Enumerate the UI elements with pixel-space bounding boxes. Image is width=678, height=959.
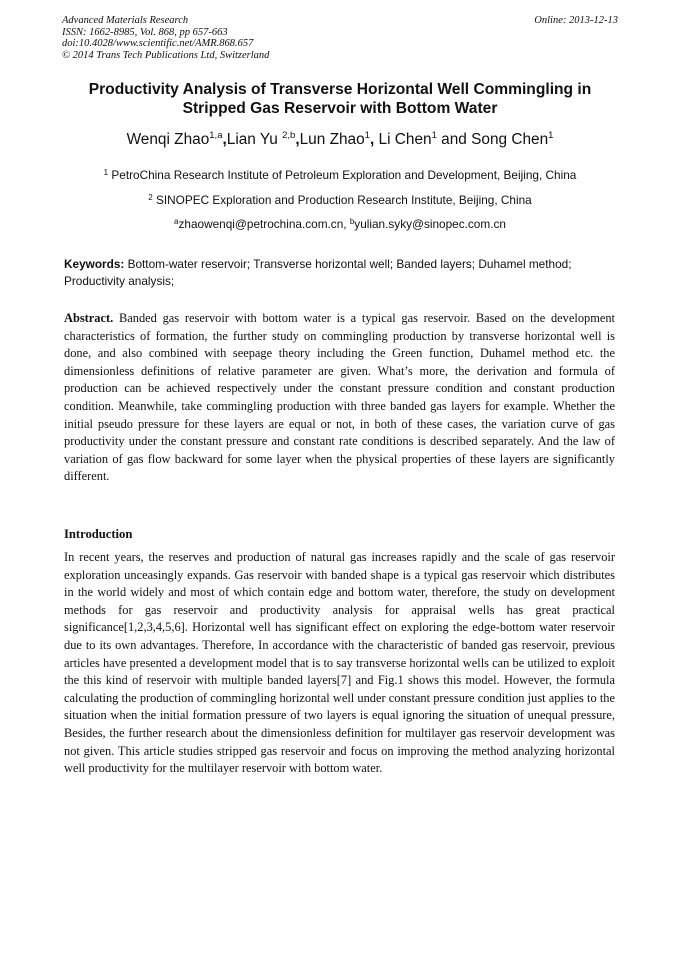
affil-1-sup: 1 [103, 168, 109, 177]
author-name: Li Chen [378, 131, 432, 148]
author-separator: , [222, 131, 227, 148]
keywords-label: Keywords: [64, 257, 125, 271]
author-affil-sup: 1 [548, 130, 554, 141]
title-line-1: Productivity Analysis of Transverse Horizontal Well Commingling in [88, 81, 592, 98]
abstract-section [64, 310, 615, 486]
author-name: Song Chen [471, 131, 549, 148]
author-list [62, 130, 618, 150]
copyright-line: © 2014 Trans Tech Publications Ltd, Switzerland [62, 49, 270, 61]
author-name: Wenqi Zhao [126, 131, 210, 148]
affiliation-2 [62, 193, 618, 208]
abstract-label: Abstract. [64, 311, 114, 325]
email-b[interactable]: yulian.syky@sinopec.com.cn [354, 217, 506, 231]
author-separator: , [295, 131, 300, 148]
abstract-text: Banded gas reservoir with bottom water is a typical gas reservoir. Based on the development characteristics of formation, the further study on commingling production by transverse horizontal well is done, and also combined with seepage theory including the Green function, Duhamel method etc. the dimensionless definitions of relative parameter are given. What’s more, the derivation and formula of production can be achieved respectively under the constant pressure condition and constant production condition. Meanwhile, take commingling production with three banded gas layers for example. Whether the initial pseudo pressure for these layers are equal or not, in both of these cases, the variation curve of gas productivity under the constant pressure and constant rate conditions is described separately. And the law of variation of gas flow backward for some layer when the physical properties of these layers are significantly different. [64, 311, 615, 484]
affil-2-sup: 2 [148, 193, 153, 202]
author-name: Lian Yu [226, 131, 283, 148]
affiliation-1 [62, 168, 618, 183]
author-name: Lun Zhao [299, 131, 365, 148]
author-affil-sup: 1 [431, 130, 437, 141]
email-b-sup: b [349, 217, 355, 226]
author-separator: and [436, 131, 472, 148]
doi-line: doi:10.4028/www.scientific.net/AMR.868.657 [62, 38, 254, 49]
author-emails [62, 217, 618, 232]
issn-line: ISSN: 1662-8985, Vol. 868, pp 657-663 [62, 26, 228, 38]
author-separator: , [369, 131, 379, 148]
affil-2-text: SINOPEC Exploration and Production Research Institute, Beijing, China [152, 193, 532, 207]
author-affil-sup: 1 [364, 130, 370, 141]
affil-1-text: PetroChina Research Institute of Petroleum Exploration and Development, Beijing, China [108, 168, 577, 182]
title-line-2: Stripped Gas Reservoir with Bottom Water [182, 100, 498, 117]
introduction-paragraph: In recent years, the reserves and production of natural gas increases rapidly and the scale of gas reservoir exploration unceasingly expands. Gas reservoir with banded shape is a typical gas reservoir which distributes in the world widely and most of which contain edge and bottom water, therefore, the study on development methods for gas reservoir and productivity analysis for appraisal wells has great practical significance[1,2,3,4,5,6]. Horizontal well has significant effect on exploring the edge-bottom water reservoir due to its own advantages. Therefore, In accordance with the characteristic of banded gas reservoir, previous articles have presented a development model that is to say transverse horizontal wells can be utilized to exploit the this kind of reservoir with multiple banded layers[7] and Fig.1 shows this model. However, the formula calculating the production of commingling horizontal well under constant pressure condition just applies to the situation when the initial formation pressure of two layers is equal ignoring the situation of unequal pressure, Besides, the further research about the dimensionless definition for multilayer gas reservoir development was not given. This article studies stripped gas reservoir and focus on improving the method analyzing horizontal well productivity for the multilayer reservoir with bottom water. [64, 550, 615, 776]
keywords-text: Bottom-water reservoir; Transverse horizontal well; Banded layers; Duhamel method; Productivity analysis; [64, 257, 572, 288]
introduction-heading: Introduction [64, 527, 133, 541]
paper-title [62, 80, 618, 118]
email-a[interactable]: zhaowenqi@petrochina.com.cn, [178, 217, 347, 231]
author-affil-sup: 1,a [209, 130, 223, 141]
author-affil-sup: 2,b [282, 130, 296, 141]
online-date: Online: 2013-12-13 [534, 15, 618, 26]
journal-header [62, 15, 618, 61]
journal-name: Advanced Materials Research [62, 15, 189, 26]
email-a-sup: a [174, 217, 179, 226]
keywords-section [64, 256, 614, 290]
